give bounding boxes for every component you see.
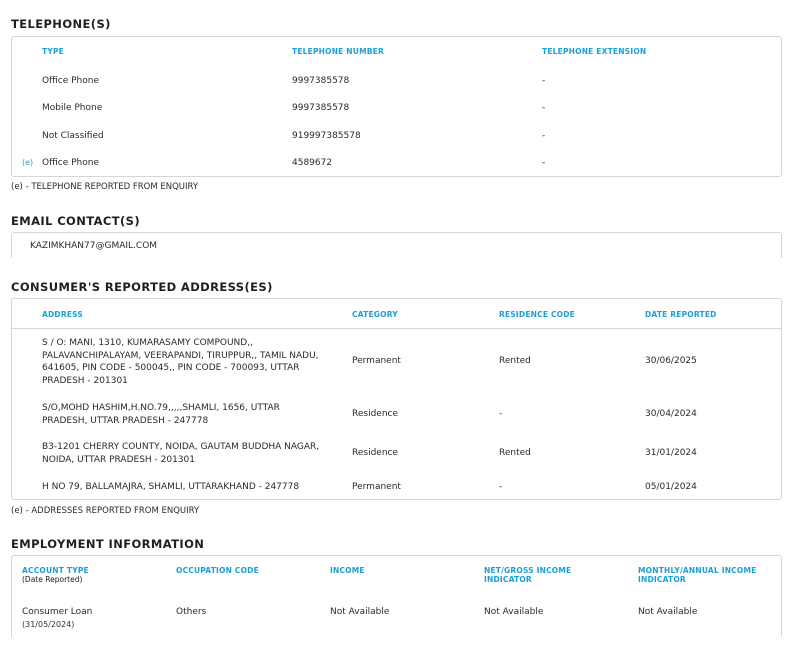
phone-extension: - [542,131,546,141]
address-text: B3-1201 CHERRY COUNTY, NOIDA, GAUTAM BUDDHA NAGAR, NOIDA, UTTAR PRADESH - 201301 [42,442,320,465]
col-header-category: CATEGORY [352,310,398,319]
address-category: Permanent [352,356,401,366]
address-category: Permanent [352,482,401,492]
address-text: H NO 79, BALLAMAJRA, SHAMLI, UTTARAKHAND - 247778 [42,482,300,492]
phone-number: 9997385578 [292,76,350,86]
employment-occupation: Others [176,607,207,617]
col-header-address: ADDRESS [42,310,84,319]
header-divider [12,328,781,329]
col-header-date-reported: DATE REPORTED [645,310,717,319]
employment-title: EMPLOYMENT INFORMATION [11,537,205,551]
phone-number: 919997385578 [292,131,361,141]
col-header-residence-code: RESIDENCE CODE [499,310,575,319]
address-date-reported: 31/01/2024 [645,448,697,458]
address-residence-code: - [499,409,503,419]
col-header-type: TYPE [42,47,64,56]
emails-title: EMAIL CONTACT(S) [11,214,140,228]
account-type-value: Consumer Loan [22,607,93,617]
col-header-telephone-number: TELEPHONE NUMBER [292,47,384,56]
telephones-note: (e) - TELEPHONE REPORTED FROM ENQUIRY [11,182,199,192]
phone-type: Office Phone [42,158,100,168]
phone-number: 4589672 [292,158,333,168]
account-type-label: ACCOUNT TYPE [22,566,89,575]
telephones-table [11,36,782,177]
addresses-table [11,298,782,500]
emails-box [11,232,782,258]
employment-monthly-annual: Not Available [638,607,698,617]
address-text: S/O,MOHD HASHIM,H.NO.79,,,,,SHAMLI, 1656, UTTAR PRADESH, UTTAR PRADESH - 247778 [42,403,280,426]
address-residence-code: - [499,482,503,492]
phone-number: 9997385578 [292,103,350,113]
address-category: Residence [352,409,399,419]
col-header-income: INCOME [330,566,365,575]
email-address: KAZIMKHAN77@GMAIL.COM [30,241,158,251]
phone-type: Mobile Phone [42,103,103,113]
employment-account-type [22,606,92,631]
address-date-reported: 05/01/2024 [645,482,697,492]
address-residence-code: Rented [499,448,531,458]
col-header-account-type [22,566,89,584]
phone-extension: - [542,103,546,113]
employment-income: Not Available [330,607,390,617]
employment-table [11,555,782,637]
phone-extension: - [542,158,546,168]
col-header-occupation-code: OCCUPATION CODE [176,566,259,575]
phone-extension: - [542,76,546,86]
date-reported-label: (Date Reported) [22,575,83,584]
col-header-monthly-annual-indicator: MONTHLY/ANNUAL INCOME INDICATOR [638,566,757,584]
enquiry-marker: (e) [22,158,34,167]
col-header-net-gross-indicator: NET/GROSS INCOME INDICATOR [484,566,572,584]
account-date-value: (31/05/2024) [22,619,75,629]
address-category: Residence [352,448,399,458]
telephones-title: TELEPHONE(S) [11,17,111,31]
address-date-reported: 30/04/2024 [645,409,697,419]
employment-net-gross: Not Available [484,607,544,617]
address-residence-code: Rented [499,356,531,366]
address-text: S / O: MANI, 1310, KUMARASAMY COMPOUND,, PALAVANCHIPALAYAM, VEERAPANDI, TIRUPPUR,, TAMIL NADU, 641605, PIN CODE - 500045,, PIN CODE - 700093, UTTAR PRADESH - 201301 [42,338,319,386]
phone-type: Not Classified [42,131,104,141]
address-date-reported: 30/06/2025 [645,356,697,366]
addresses-title: CONSUMER'S REPORTED ADDRESS(ES) [11,280,273,294]
phone-type: Office Phone [42,76,100,86]
addresses-note: (e) - ADDRESSES REPORTED FROM ENQUIRY [11,506,200,516]
col-header-telephone-extension: TELEPHONE EXTENSION [542,47,647,56]
